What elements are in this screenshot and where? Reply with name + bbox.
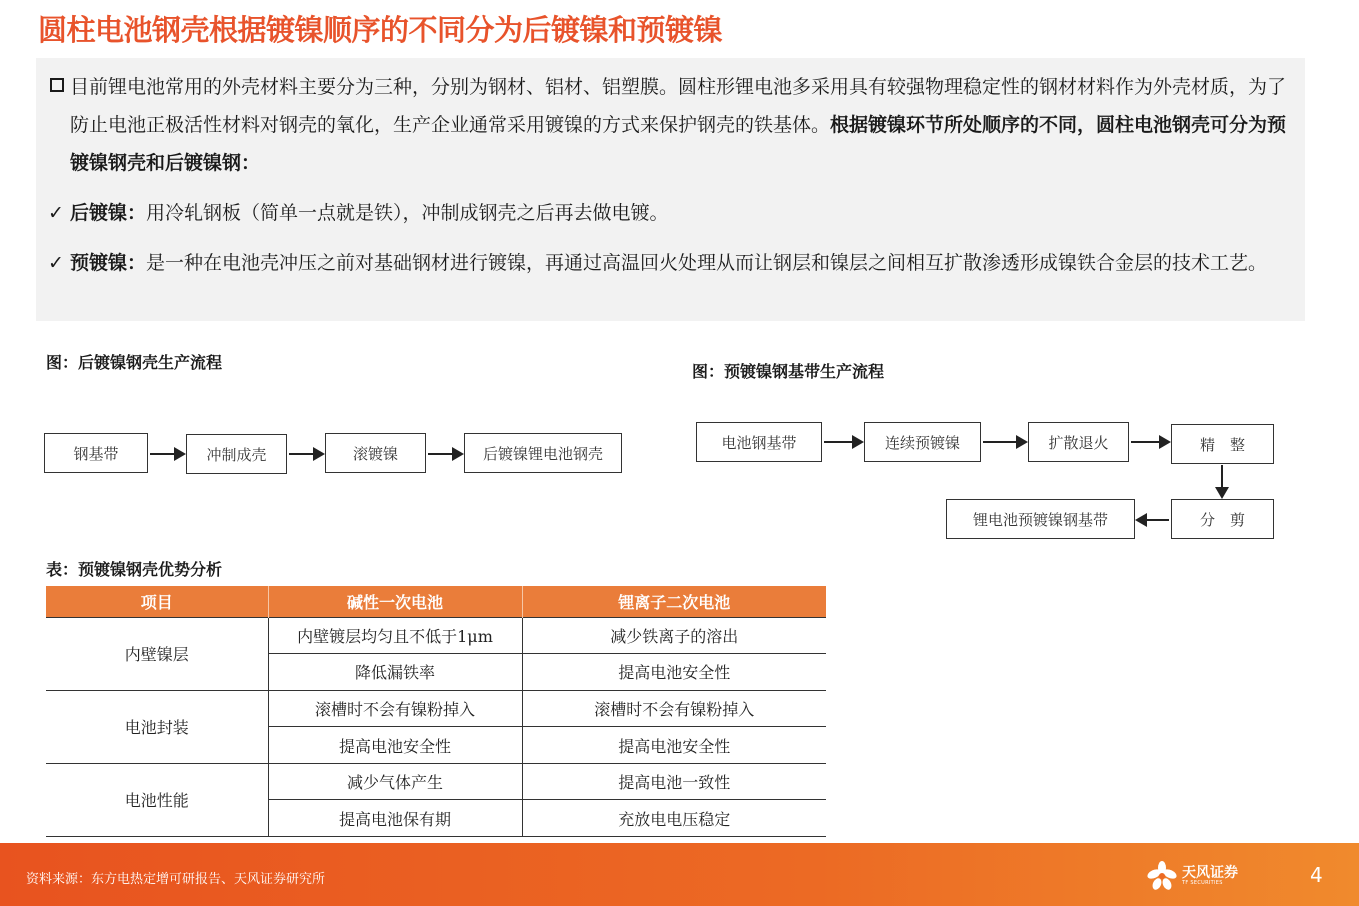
figure1-caption: 图：后镀镍钢壳生产流程: [46, 353, 223, 372]
table-cell: 提高电池一致性: [522, 763, 826, 800]
summary-box: [36, 58, 1305, 321]
item-text: 是一种在电池壳冲压之前对基础钢材进行镀镍，再通过高温回火处理从而让钢层和镍层之间相互扩散渗透形成镍铁合金层的技术工艺。: [146, 252, 1268, 274]
page-title: 圆柱电池钢壳根据镀镍顺序的不同分为后镀镍和预镀镍: [38, 13, 723, 47]
table-cell: 提高电池保有期: [268, 800, 522, 837]
group-cell: 电池性能: [46, 763, 268, 836]
flow-step: 冲制成壳: [186, 434, 287, 474]
item-term: 预镀镍：: [70, 252, 147, 274]
check-icon: ✓: [48, 252, 64, 274]
group-cell: 内壁镍层: [46, 617, 268, 690]
figure2-caption: 图：预镀镍钢基带生产流程: [692, 362, 885, 381]
item-post-plating: [70, 194, 1295, 232]
flow-step: 连续预镀镍: [864, 422, 981, 462]
group-cell: 电池封装: [46, 690, 268, 763]
flower-logo-icon: [1146, 860, 1178, 892]
flow-step: 电池钢基带: [696, 422, 822, 462]
arrow-right-icon: [289, 453, 323, 455]
table-cell: 充放电电压稳定: [522, 800, 826, 837]
item-term: 后镀镍：: [70, 202, 147, 224]
flow-step: 后镀镍锂电池钢壳: [464, 433, 622, 473]
flow-step: 分 剪: [1171, 499, 1274, 539]
flow-step: 扩散退火: [1028, 422, 1129, 462]
arrow-right-icon: [428, 453, 462, 455]
flow-step: 锂电池预镀镍钢基带: [946, 499, 1135, 539]
logo-name: 天风证券: [1182, 865, 1238, 881]
item-pre-plating: [70, 244, 1295, 282]
intro-text: 目前锂电池常用的外壳材料主要分为三种，分别为钢材、铝材、铝塑膜。圆柱形锂电池多采用具有较强物理稳定性的钢材材料作为外壳材质，为了防止电池正极活性材料对钢壳的氧化，生产企业通常采用镀镍的方式来保护钢壳的铁基体。: [70, 76, 1287, 136]
table-cell: 提高电池安全性: [522, 727, 826, 764]
page-number: 4: [1310, 863, 1323, 887]
flow-step: 滚镀镍: [325, 433, 426, 473]
table-caption: 表：预镀镍钢壳优势分析: [46, 560, 223, 579]
table-cell: 内壁镀层均匀且不低于1μm: [268, 617, 522, 654]
table-row: [46, 690, 826, 727]
arrow-right-icon: [983, 441, 1026, 443]
header-item: 项目: [46, 586, 268, 617]
arrow-right-icon: [150, 453, 184, 455]
table-cell: 减少铁离子的溶出: [522, 617, 826, 654]
advantage-table: [46, 586, 826, 837]
logo-subtitle: TF SECURITIES: [1182, 880, 1223, 886]
header-lithium: 锂离子二次电池: [522, 586, 826, 617]
flow-step: 精 整: [1171, 424, 1274, 464]
source-note: 资料来源：东方电热定增可研报告、天风证券研究所: [26, 872, 326, 887]
flow-step: 钢基带: [44, 433, 148, 473]
table-cell: 减少气体产生: [268, 763, 522, 800]
brand-logo: [1146, 860, 1238, 892]
table-row: [46, 617, 826, 654]
item-text: 用冷轧钢板（简单一点就是铁），冲制成钢壳之后再去做电镀。: [146, 202, 669, 224]
table-row: [46, 763, 826, 800]
header-alkaline: 碱性一次电池: [268, 586, 522, 617]
table-cell: 滚槽时不会有镍粉掉入: [522, 690, 826, 727]
arrow-right-icon: [1131, 441, 1169, 443]
arrow-down-icon: [1221, 465, 1223, 497]
check-icon: ✓: [48, 202, 64, 224]
table-header-row: [46, 586, 826, 617]
intro-bold-text: 根据镀镍环节所处顺序的不同，圆柱电池钢壳可分为预镀镍钢壳和后镀镍钢：: [70, 114, 1287, 174]
intro-paragraph: [70, 68, 1295, 182]
square-bullet-icon: [50, 78, 64, 92]
table-cell: 滚槽时不会有镍粉掉入: [268, 690, 522, 727]
table-cell: 提高电池安全性: [522, 654, 826, 691]
table-cell: 提高电池安全性: [268, 727, 522, 764]
table-cell: 降低漏铁率: [268, 654, 522, 691]
footer-bar: [0, 843, 1359, 906]
arrow-left-icon: [1137, 519, 1169, 521]
arrow-right-icon: [824, 441, 862, 443]
